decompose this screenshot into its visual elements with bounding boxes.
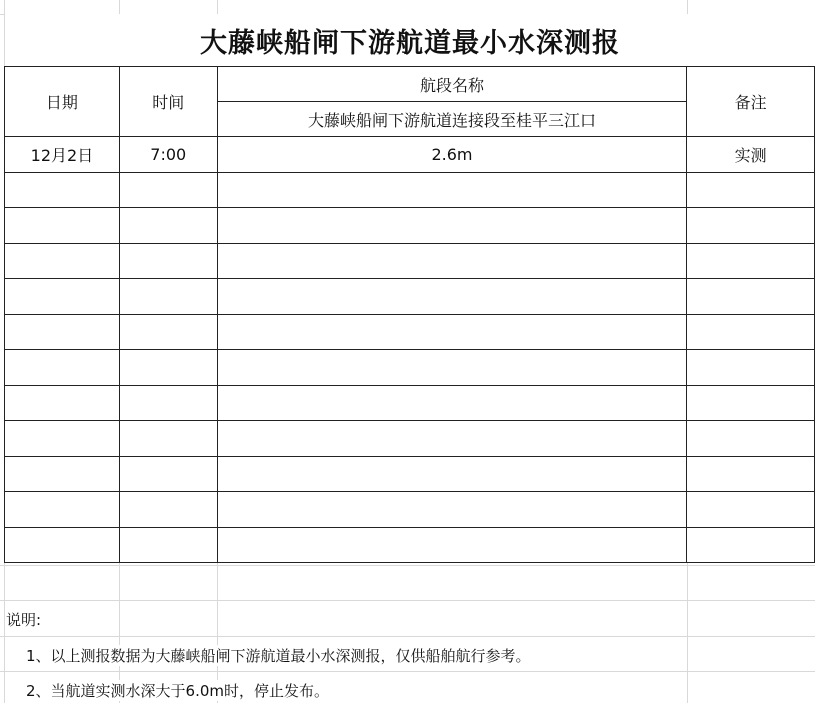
depth-cell	[217, 350, 687, 386]
depth-cell	[217, 172, 687, 208]
remark-cell: 实测	[687, 137, 815, 173]
remark-cell	[687, 456, 815, 492]
table-row	[5, 137, 815, 173]
depth-cell	[217, 492, 687, 528]
depth-cell	[217, 314, 687, 350]
remark-cell	[687, 492, 815, 528]
depth-cell	[217, 527, 687, 563]
table-row	[5, 456, 815, 492]
remark-cell	[687, 314, 815, 350]
remark-cell	[687, 421, 815, 457]
table-row	[5, 350, 815, 386]
table-row	[5, 421, 815, 457]
table-row	[5, 243, 815, 279]
table-row	[5, 279, 815, 315]
date-cell	[5, 243, 120, 279]
table-row	[5, 385, 815, 421]
remark-cell	[687, 208, 815, 244]
depth-cell	[217, 208, 687, 244]
time-cell	[119, 208, 217, 244]
report-title: 大藤峡船闸下游航道最小水深测报	[5, 14, 815, 66]
time-cell	[119, 421, 217, 457]
depth-cell	[217, 456, 687, 492]
time-cell	[119, 527, 217, 563]
remark-cell	[687, 243, 815, 279]
time-cell	[119, 243, 217, 279]
time-cell	[119, 385, 217, 421]
date-cell	[5, 172, 120, 208]
date-cell	[5, 350, 120, 386]
date-cell	[5, 456, 120, 492]
notes-heading: 说明:	[6, 611, 42, 629]
depth-cell: 2.6m	[217, 137, 687, 173]
depth-cell	[217, 279, 687, 315]
remark-cell	[687, 279, 815, 315]
time-cell	[119, 314, 217, 350]
time-cell	[119, 279, 217, 315]
remark-cell	[687, 350, 815, 386]
table-row	[5, 527, 815, 563]
header-remark: 备注	[687, 67, 815, 137]
note-line-1: 1、以上测报数据为大藤峡船闸下游航道最小水深测报，仅供船舶航行参考。	[26, 647, 531, 665]
date-cell	[5, 279, 120, 315]
depth-cell	[217, 421, 687, 457]
remark-cell	[687, 385, 815, 421]
date-cell	[5, 421, 120, 457]
date-cell	[5, 314, 120, 350]
date-cell	[5, 492, 120, 528]
table-row	[5, 172, 815, 208]
header-time: 时间	[119, 67, 217, 137]
date-cell: 12月2日	[5, 137, 120, 173]
header-date: 日期	[5, 67, 120, 137]
date-cell	[5, 208, 120, 244]
table-row	[5, 492, 815, 528]
depth-cell	[217, 385, 687, 421]
table-row	[5, 314, 815, 350]
time-cell	[119, 350, 217, 386]
time-cell	[119, 492, 217, 528]
header-segment-group: 航段名称	[217, 67, 687, 102]
depth-report-table	[4, 66, 815, 563]
remark-cell	[687, 172, 815, 208]
header-segment-name: 大藤峡船闸下游航道连接段至桂平三江口	[217, 102, 687, 137]
date-cell	[5, 527, 120, 563]
table-row	[5, 208, 815, 244]
time-cell	[119, 172, 217, 208]
note-line-2: 2、当航道实测水深大于6.0m时，停止发布。	[26, 682, 330, 700]
remark-cell	[687, 527, 815, 563]
depth-cell	[217, 243, 687, 279]
time-cell: 7:00	[119, 137, 217, 173]
time-cell	[119, 456, 217, 492]
date-cell	[5, 385, 120, 421]
